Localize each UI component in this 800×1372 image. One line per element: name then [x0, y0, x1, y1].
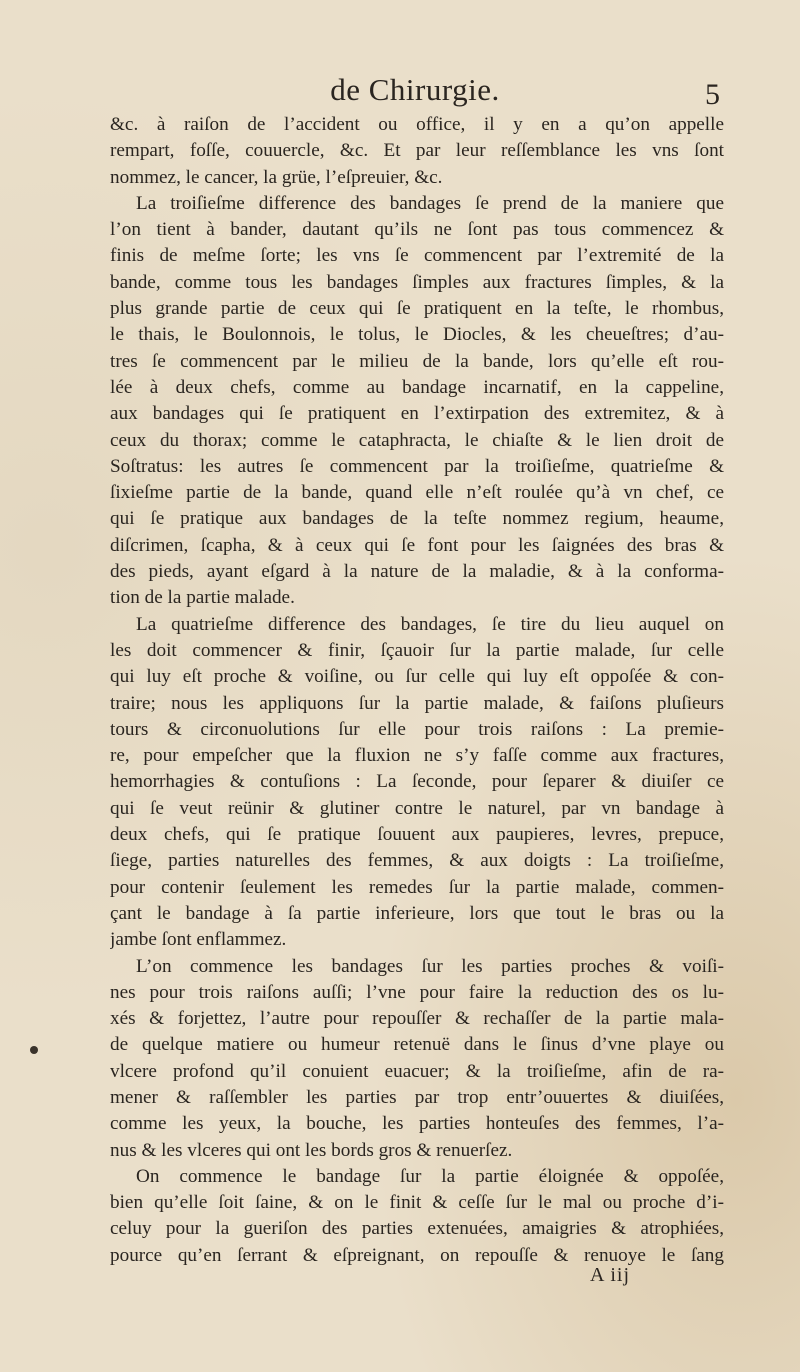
text-line: comme les yeux, la bouche, les parties honteuſes des femmes, l’a-	[110, 1113, 724, 1135]
ink-dot	[30, 1046, 38, 1054]
text-line: nommez, le cancer, la grüe, l’eſpreuier, &c.	[110, 166, 443, 188]
text-line: les doit commencer & finir, ſçauoir ſur la partie malade, ſur celle	[110, 639, 724, 661]
text-line: plus grande partie de ceux qui ſe pratiquent en la teſte, le rhombus,	[110, 298, 724, 320]
text-line: re, pour empeſcher que la fluxion ne s’y faſſe comme aux fractures,	[110, 745, 724, 767]
text-line: çant le bandage à ſa partie inferieure, lors que tout le bras ou la	[110, 902, 724, 924]
text-line: diſcrimen, ſcapha, & à ceux qui ſe font pour les ſaignées des bras &	[110, 534, 724, 556]
text-line: &c. à raiſon de l’accident ou office, il y en a qu’on appelle	[110, 114, 724, 135]
text-line: rempart, foſſe, couuercle, &c. Et par leur reſſemblance les vns ſont	[110, 140, 724, 162]
text-line: La quatrieſme difference des bandages, ſe tire du lieu auquel on	[136, 613, 724, 635]
body-text	[110, 112, 724, 1269]
text-line: mener & raſſembler les parties par trop entr’ouuertes & diuiſées,	[110, 1086, 724, 1108]
text-line: lée à deux chefs, comme au bandage incarnatif, en la cappeline,	[110, 376, 724, 398]
text-line: finis de meſme ſorte; les vns ſe commencent par l’extremité de la	[110, 245, 724, 267]
text-line: pour contenir ſeulement les remedes ſur la partie malade, commen-	[110, 876, 724, 898]
text-line: traire; nous les appliquons ſur la partie malade, & faiſons pluſieurs	[110, 692, 724, 714]
text-line: le thais, le Boulonnois, le tolus, le Diocles, & les cheueſtres; d’au-	[110, 324, 724, 346]
page-header	[110, 72, 720, 116]
text-line: nus & les vlceres qui ont les bords gros & renuerſez.	[110, 1139, 513, 1161]
text-line: qui ſe pratique aux bandages de la teſte nommez regium, heaume,	[110, 508, 724, 530]
text-line: hemorrhagies & contuſions : La ſeconde, pour ſeparer & diuiſer ce	[110, 771, 724, 793]
text-line: tours & circonuolutions ſur elle pour trois raiſons : La premie-	[110, 718, 724, 740]
text-line: deux chefs, qui ſe pratique ſouuent aux paupieres, levres, prepuce,	[110, 824, 724, 846]
text-line: bien qu’elle ſoit ſaine, & on le finit & ceſſe ſur le mal ou proche d’i-	[110, 1192, 724, 1214]
text-line: ceux du thorax; comme le cataphracta, le chiaſte & le lien droit de	[110, 429, 724, 451]
text-line: aux bandages qui ſe pratiquent en l’extirpation des extremitez, & à	[110, 403, 724, 425]
text-line: nes pour trois raiſons auſſi; l’vne pour faire la reduction des os lu-	[110, 981, 724, 1003]
text-line: xés & forjettez, l’autre pour repouſſer & rechaſſer de la partie mala-	[110, 1008, 724, 1030]
text-line: La troiſieſme difference des bandages ſe prend de la maniere que	[136, 192, 724, 214]
page-number: 5	[705, 78, 720, 111]
text-line: jambe ſont enflammez.	[110, 929, 287, 951]
text-line: celuy pour la gueriſon des parties extenuées, amaigries & atrophiées,	[110, 1218, 724, 1240]
text-line: ſixieſme partie de la bande, quand elle n’eſt roulée qu’à vn chef, ce	[110, 482, 724, 504]
text-line: l’on tient à bander, dautant qu’ils ne ſont pas tous commencez &	[110, 219, 724, 241]
text-line: qui ſe veut reünir & glutiner contre le naturel, par vn bandage à	[110, 797, 724, 819]
text-line: vlcere profond qu’il conuient euacuer; & la troiſieſme, afin de ra-	[110, 1060, 724, 1082]
signature-mark: A iij	[590, 1264, 631, 1286]
text-line: L’on commence les bandages ſur les parties proches & voiſi-	[136, 955, 724, 977]
text-line: qui luy eſt proche & voiſine, ou ſur celle qui luy eſt oppoſée & con-	[110, 666, 724, 688]
text-line: pource qu’en ſerrant & eſpreignant, on repouſſe & renuoye le ſang	[110, 1244, 724, 1266]
text-line: Soſtratus: les autres ſe commencent par la troiſieſme, quatrieſme &	[110, 455, 724, 477]
text-line: ſiege, parties naturelles des femmes, & aux doigts : La troiſieſme,	[110, 850, 724, 872]
running-title: de Chirurgie.	[330, 72, 500, 107]
text-line: des pieds, ayant eſgard à la nature de la maladie, & à la conforma-	[110, 561, 724, 583]
text-line: bande, comme tous les bandages ſimples aux fractures ſimples, & la	[110, 271, 724, 293]
text-line: tion de la partie malade.	[110, 587, 295, 609]
text-line: de quelque matiere ou humeur retenuë dans le ſinus d’vne playe ou	[110, 1034, 724, 1056]
text-line: On commence le bandage ſur la partie éloignée & oppoſée,	[136, 1165, 724, 1187]
text-line: tres ſe commencent par le milieu de la bande, lors qu’elle eſt rou-	[110, 350, 724, 372]
